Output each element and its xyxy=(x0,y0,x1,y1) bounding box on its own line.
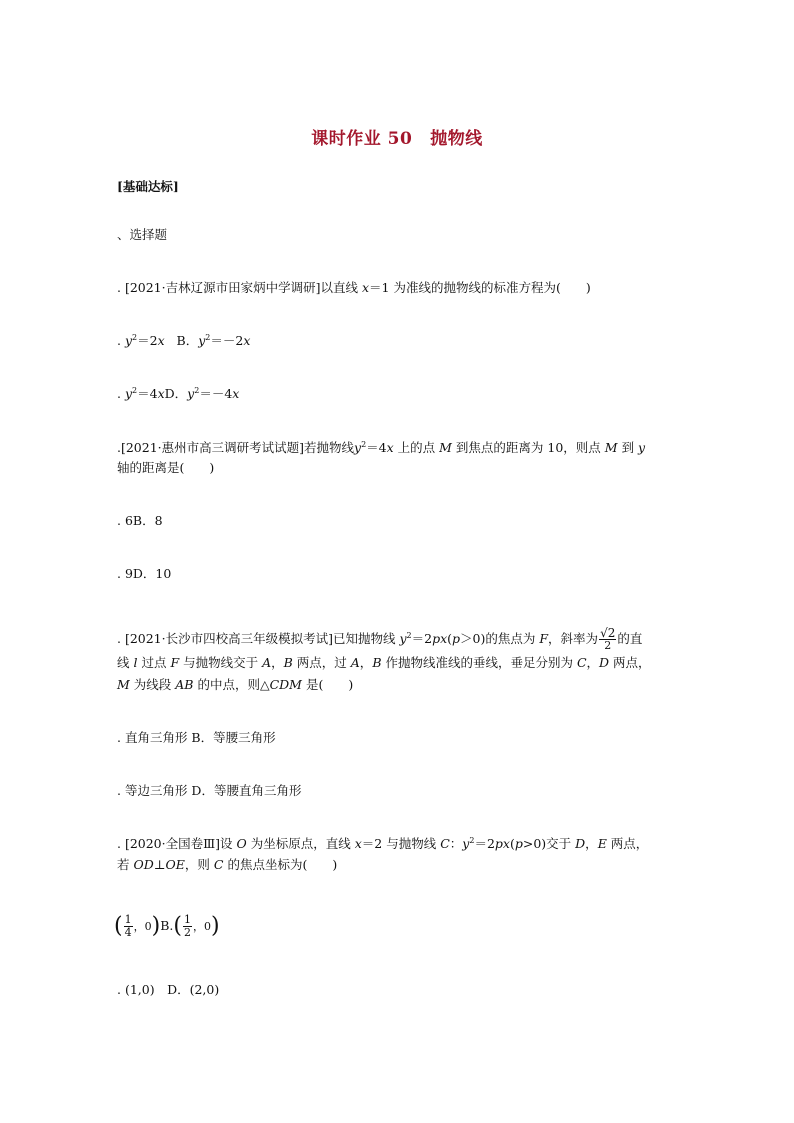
slope-fraction: $\frac{√2}{2}$ xyxy=(600,626,616,652)
section-basic-label: [基础达标] xyxy=(117,179,179,194)
title-part2: 抛物线 xyxy=(430,129,483,149)
subsection-label: 、选择题 xyxy=(117,227,168,242)
question-1: . [2021·吉林辽源市田家炳中学调研]以直线 x＝1 为准线的抛物线的标准方程为( ) xyxy=(117,280,591,295)
question-3-line-3: M 为线段 AB 的中点，则△CDM 是( ) xyxy=(117,677,354,692)
question-2-options-cd: . 9D．10 xyxy=(117,566,172,581)
question-4-line-2: 若 OD⊥OE，则 C 的焦点坐标为( ) xyxy=(117,857,338,872)
question-3-options-cd: . 等边三角形 D．等腰直角三角形 xyxy=(117,783,302,798)
question-1-options-ab: . $y^2=2x$ B．$y^2=-2x$ xyxy=(117,333,251,348)
question-2-line-1: .[2021·惠州市高三调研考试试题]若抛物线$y^2=4x$ 上的点 M 到焦点的距离为 10，则点 M 到 y xyxy=(117,440,646,455)
question-3-line-2: 线 l 过点 F 与抛物线交于 A，B 两点，过 A，B 作抛物线准线的垂线，垂足分别为 C，D 两点， xyxy=(117,655,651,670)
page-title xyxy=(0,124,794,149)
question-2-options-ab: . 6B．8 xyxy=(117,513,163,528)
question-4-options-cd: . (1,0) D．(2,0) xyxy=(117,982,220,997)
question-3-line-1: . [2021·长沙市四校高三年级模拟考试]已知抛物线 $y^2=2px(p>0)$的焦点为 F，斜率为 $\frac{√2}{2}$ 的直 xyxy=(117,626,643,652)
question-1-options-cd: . $y^2=4xD$．$y^2=-4x$ xyxy=(117,386,240,401)
question-4-options-ab: ( $\frac{1}{4}$ ，0)B.( $\frac{1}{2}$ ，0) xyxy=(114,913,220,939)
question-3-options-ab: . 直角三角形 B．等腰三角形 xyxy=(117,730,276,745)
question-2-line-2: 轴的距离是( ) xyxy=(117,460,215,475)
title-part1: 课时作业 50 xyxy=(311,129,413,149)
question-4-line-1: . [2020·全国卷Ⅲ]设 O 为坐标原点，直线 x＝2 与抛物线 C：$y^2=2px(p>0)$交于 D，E 两点， xyxy=(117,836,649,851)
